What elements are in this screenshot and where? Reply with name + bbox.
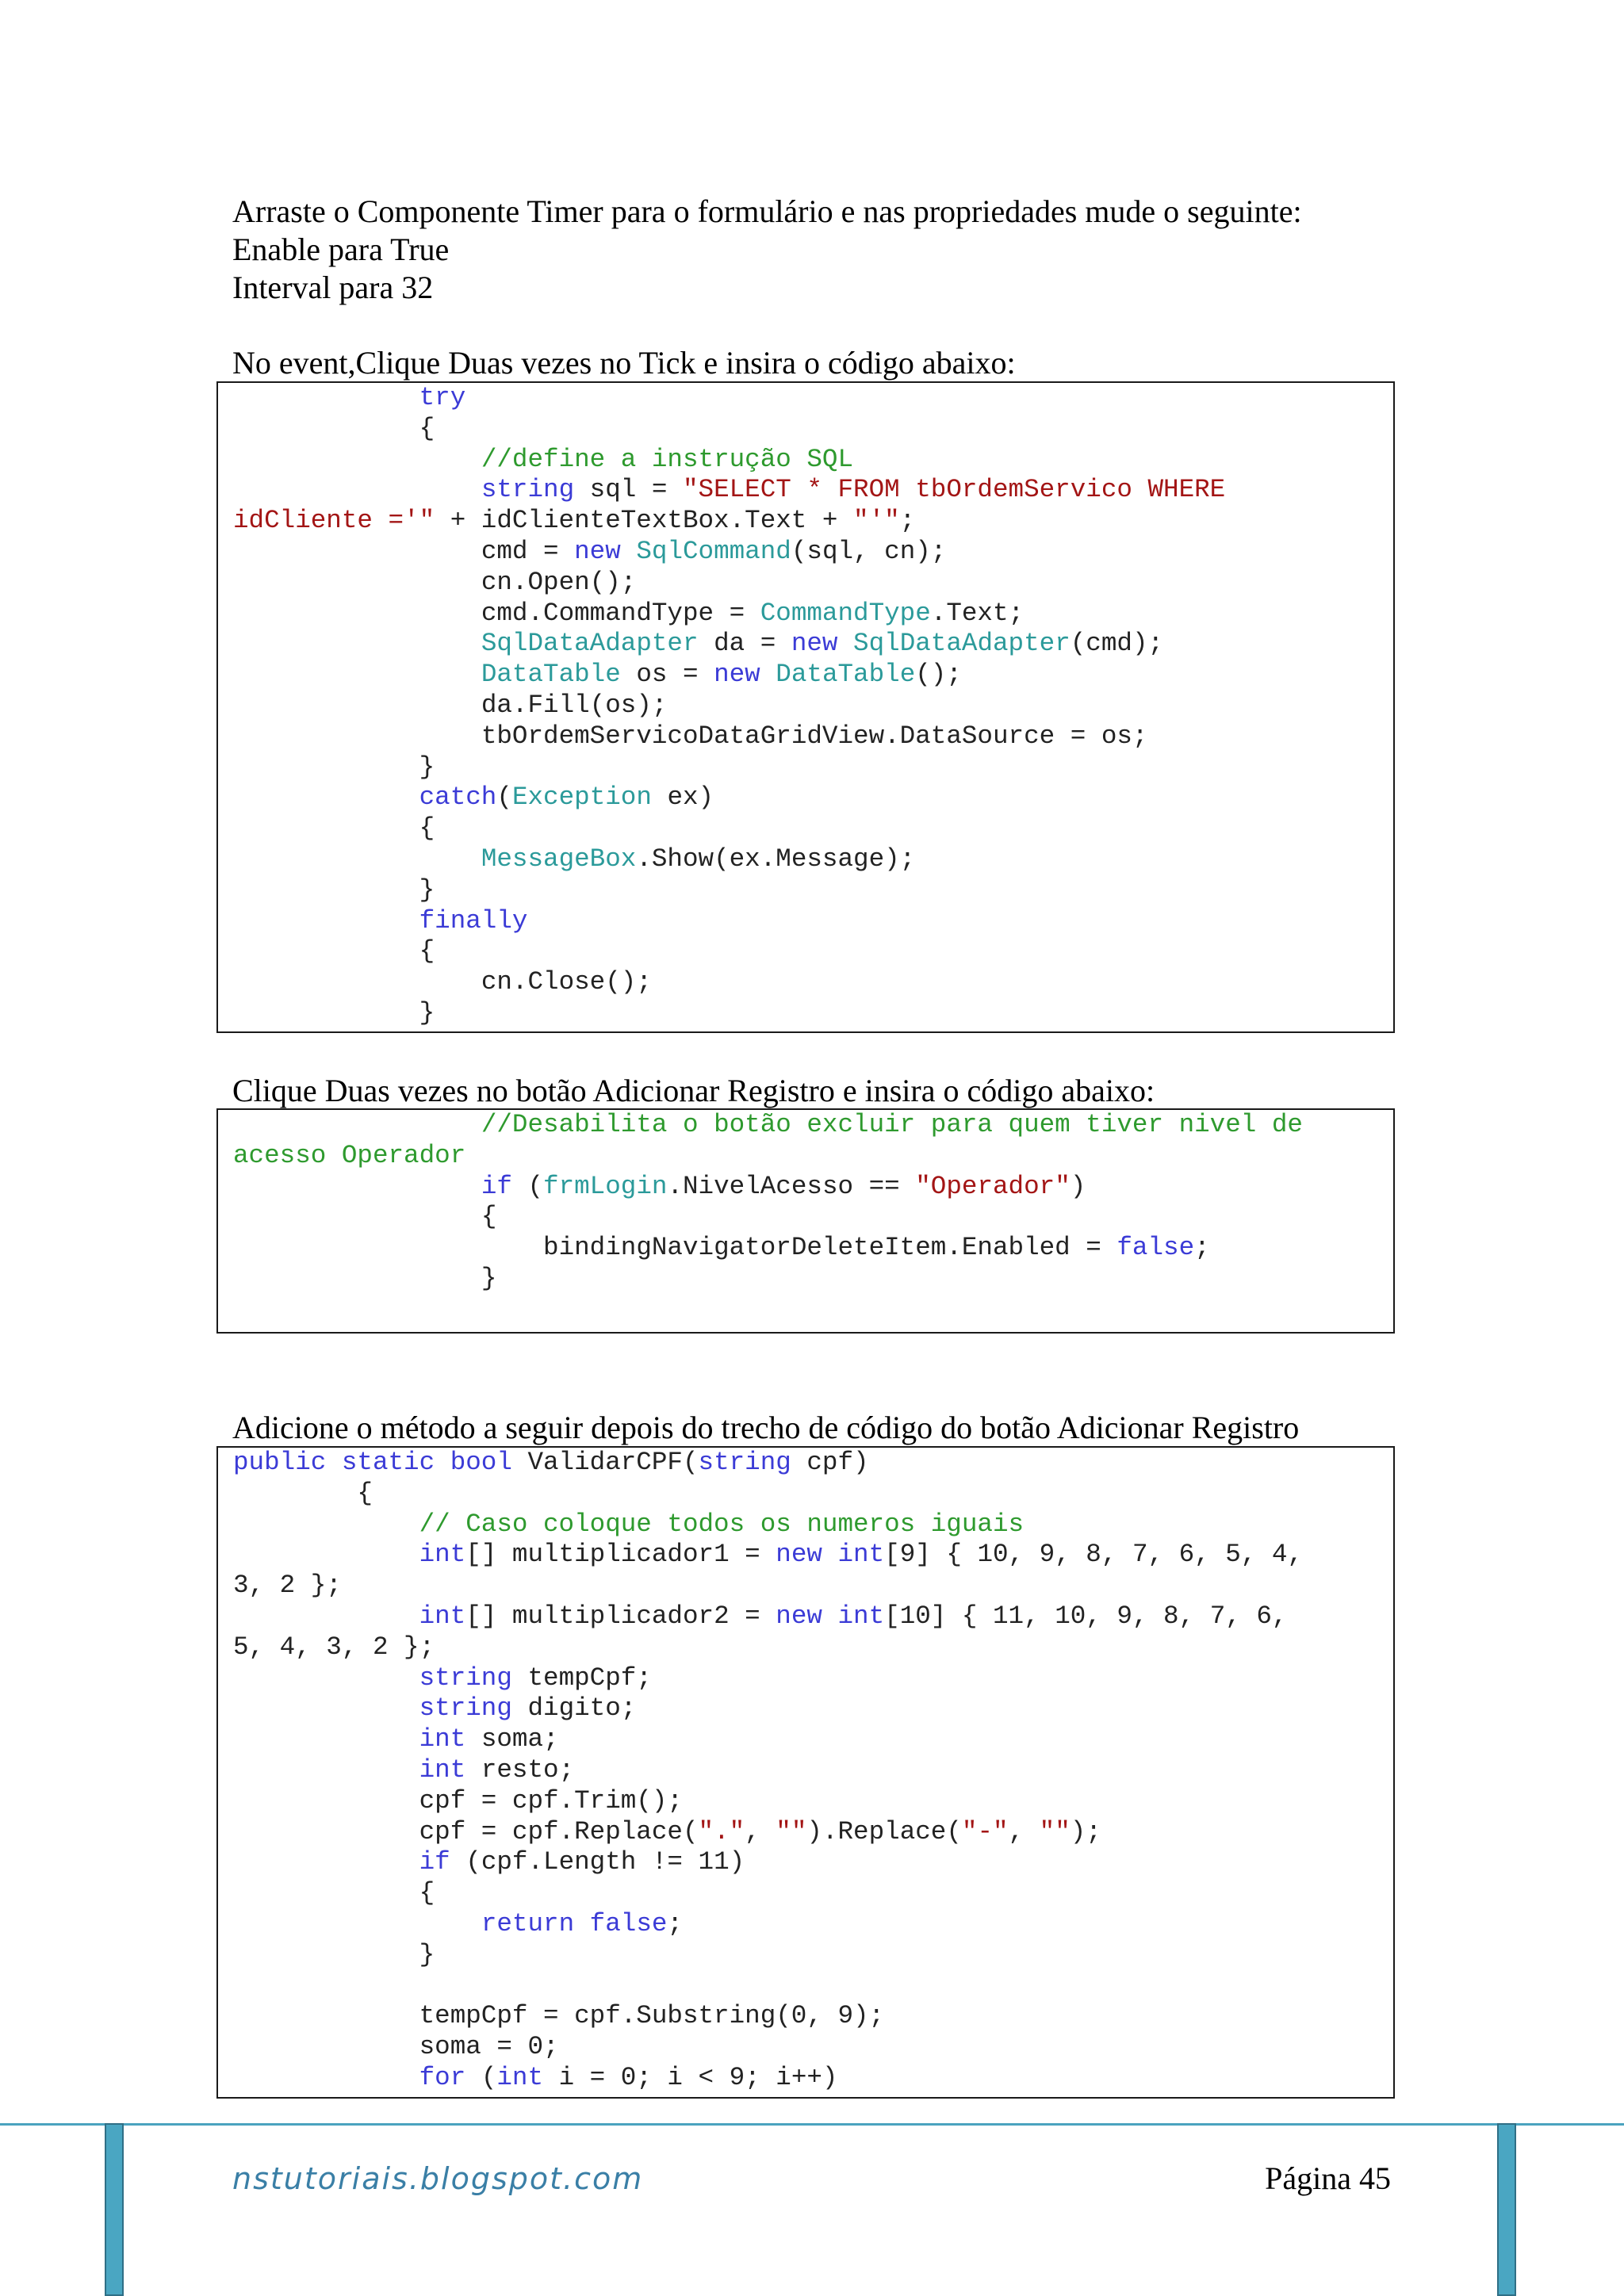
code-text: cpf) bbox=[791, 1448, 869, 1477]
code-text: (sql, cn); bbox=[791, 536, 947, 566]
code-text: .Text; bbox=[930, 598, 1025, 628]
code-text: ( bbox=[465, 2062, 497, 2092]
footer-site-link[interactable]: nstutoriais.blogspot.com bbox=[232, 2161, 644, 2196]
code-box-adicionar-registro bbox=[216, 1108, 1395, 1334]
code-keyword: public static bool bbox=[233, 1448, 512, 1477]
code-keyword: int bbox=[419, 1540, 466, 1570]
code-text: (cmd); bbox=[1070, 629, 1164, 659]
code-text: ex) bbox=[651, 783, 714, 813]
code-text: .NivelAcesso == bbox=[667, 1171, 916, 1201]
code-type: frmLogin bbox=[543, 1171, 668, 1201]
code-text: i = 0; i < 9; i++) bbox=[543, 2062, 838, 2092]
code-text: { bbox=[419, 1878, 435, 1908]
code-text: ValidarCPF( bbox=[511, 1448, 699, 1477]
code-type: SqlDataAdapter bbox=[481, 629, 699, 659]
code-text: } bbox=[419, 752, 435, 782]
code-keyword: false bbox=[1116, 1233, 1195, 1263]
code-text: [] multiplicador1 = bbox=[465, 1540, 776, 1570]
code-text: } bbox=[419, 997, 435, 1027]
code-string: "." bbox=[698, 1816, 745, 1846]
code-keyword: new bbox=[776, 1540, 822, 1570]
code-keyword: if bbox=[481, 1171, 512, 1201]
code-text: os = bbox=[620, 660, 714, 690]
footer-left-bar bbox=[105, 2123, 124, 2296]
code-keyword: int bbox=[419, 1755, 466, 1785]
code-keyword: new bbox=[714, 660, 760, 690]
code-block-validar-cpf bbox=[233, 1448, 1303, 2094]
code-block-timer-tick bbox=[233, 383, 1225, 1029]
section3-heading: Adicione o método a seguir depois do trecho de código do botão Adicionar Registro bbox=[232, 1410, 1300, 1445]
code-text: ; bbox=[899, 506, 916, 536]
section2-heading: Clique Duas vezes no botão Adicionar Registro e insira o código abaixo: bbox=[232, 1073, 1155, 1108]
code-text: cmd = bbox=[481, 536, 575, 566]
code-keyword: new bbox=[776, 1601, 822, 1631]
code-keyword: string bbox=[419, 1663, 512, 1693]
intro-line-1: Arraste o Componente Timer para o formulário e nas propriedades mude o seguinte: bbox=[232, 193, 1302, 229]
code-string: "-" bbox=[961, 1816, 1009, 1846]
code-text: cpf = cpf.Replace( bbox=[419, 1816, 699, 1846]
code-keyword: return false bbox=[481, 1908, 668, 1938]
code-string: "" bbox=[776, 1816, 807, 1846]
code-type: SqlDataAdapter bbox=[853, 629, 1071, 659]
code-keyword: string bbox=[698, 1448, 791, 1477]
code-comment: // Caso coloque todos os numeros iguais bbox=[419, 1509, 1025, 1539]
code-text: , bbox=[745, 1816, 776, 1846]
code-box-validar-cpf bbox=[216, 1446, 1395, 2099]
code-text: ( bbox=[511, 1171, 544, 1201]
code-text: cpf = cpf.Trim(); bbox=[419, 1785, 683, 1816]
code-type: SqlCommand bbox=[636, 536, 791, 566]
code-string: "" bbox=[1039, 1816, 1071, 1846]
code-text: [9] { 10, 9, 8, 7, 6, 5, 4, bbox=[884, 1540, 1304, 1570]
code-text: cn.Close(); bbox=[481, 967, 652, 997]
code-text: ( bbox=[496, 783, 512, 813]
intro-line-3: Interval para 32 bbox=[232, 270, 434, 305]
code-keyword: int bbox=[837, 1540, 885, 1570]
code-text: , bbox=[1008, 1816, 1040, 1846]
code-keyword: int bbox=[837, 1601, 885, 1631]
code-comment: acesso Operador bbox=[233, 1140, 466, 1170]
code-text: ; bbox=[1194, 1233, 1210, 1263]
code-text: 3, 2 }; bbox=[233, 1571, 342, 1601]
code-text: 5, 4, 3, 2 }; bbox=[233, 1632, 435, 1662]
code-text: .Show(ex.Message); bbox=[636, 844, 916, 874]
code-text: tempCpf = cpf.Substring(0, 9); bbox=[419, 2001, 885, 2031]
code-string: idCliente ='" bbox=[233, 506, 435, 536]
code-text: ; bbox=[667, 1908, 683, 1938]
code-keyword: for bbox=[419, 2062, 466, 2092]
code-text: soma; bbox=[465, 1724, 559, 1755]
code-string: "SELECT * FROM tbOrdemServico WHERE bbox=[682, 475, 1226, 505]
code-keyword: if bbox=[419, 1847, 450, 1877]
code-text: { bbox=[419, 813, 435, 844]
footer-right-bar bbox=[1497, 2123, 1516, 2296]
code-text: } bbox=[419, 874, 435, 905]
code-text: sql = bbox=[574, 475, 683, 505]
code-keyword: string bbox=[419, 1693, 512, 1724]
intro-line-2: Enable para True bbox=[232, 232, 450, 267]
code-type: MessageBox bbox=[481, 844, 637, 874]
code-text: soma = 0; bbox=[419, 2032, 559, 2062]
code-keyword: int bbox=[419, 1601, 466, 1631]
code-keyword: new bbox=[791, 629, 838, 659]
code-text: cn.Open(); bbox=[481, 567, 637, 597]
code-text: + idClienteTextBox.Text + bbox=[435, 506, 854, 536]
code-type: DataTable bbox=[776, 660, 916, 690]
code-line: try bbox=[419, 383, 466, 412]
code-text: bindingNavigatorDeleteItem.Enabled = bbox=[543, 1233, 1117, 1263]
code-text: cmd.CommandType = bbox=[481, 598, 760, 628]
code-text: da.Fill(os); bbox=[481, 690, 668, 720]
code-text: tbOrdemServicoDataGridView.DataSource = os; bbox=[481, 721, 1148, 751]
code-comment: //define a instrução SQL bbox=[481, 444, 854, 474]
code-type: Exception bbox=[511, 783, 652, 813]
code-keyword: string bbox=[481, 475, 575, 505]
code-keyword: int bbox=[496, 2062, 544, 2092]
code-text: (); bbox=[915, 660, 962, 690]
code-type: DataTable bbox=[481, 660, 621, 690]
code-keyword: finally bbox=[419, 905, 528, 936]
code-text: [] multiplicador2 = bbox=[465, 1601, 776, 1631]
code-line: { bbox=[419, 413, 435, 443]
code-text: ) bbox=[1070, 1171, 1086, 1201]
code-text: [10] { 11, 10, 9, 8, 7, 6, bbox=[884, 1601, 1288, 1631]
code-comment: //Desabilita o botão excluir para quem tiver nivel de bbox=[481, 1110, 1303, 1139]
code-block-adicionar-registro bbox=[233, 1110, 1303, 1295]
intro-line-4: No event,Clique Duas vezes no Tick e insira o código abaixo: bbox=[232, 345, 1016, 381]
code-text: ).Replace( bbox=[806, 1816, 962, 1846]
code-text: { bbox=[481, 1202, 497, 1232]
footer-rule bbox=[0, 2123, 1624, 2126]
page-number: Página 45 bbox=[1265, 2160, 1391, 2196]
code-text: } bbox=[419, 1939, 435, 1969]
code-text: digito; bbox=[511, 1693, 637, 1724]
code-keyword: int bbox=[419, 1724, 466, 1755]
code-keyword: new bbox=[574, 536, 621, 566]
code-text: } bbox=[481, 1263, 497, 1293]
code-text: da = bbox=[698, 629, 791, 659]
code-string: "Operador" bbox=[915, 1171, 1071, 1201]
code-text: resto; bbox=[465, 1755, 575, 1785]
code-keyword: catch bbox=[419, 783, 497, 813]
code-text: tempCpf; bbox=[511, 1663, 652, 1693]
code-type: CommandType bbox=[760, 598, 931, 628]
code-box-timer-tick bbox=[216, 381, 1395, 1033]
code-string: "'" bbox=[853, 506, 900, 536]
code-text: { bbox=[357, 1478, 373, 1508]
code-text: { bbox=[419, 936, 435, 966]
code-text: (cpf.Length != 11) bbox=[450, 1847, 745, 1877]
code-text: ); bbox=[1070, 1816, 1101, 1846]
